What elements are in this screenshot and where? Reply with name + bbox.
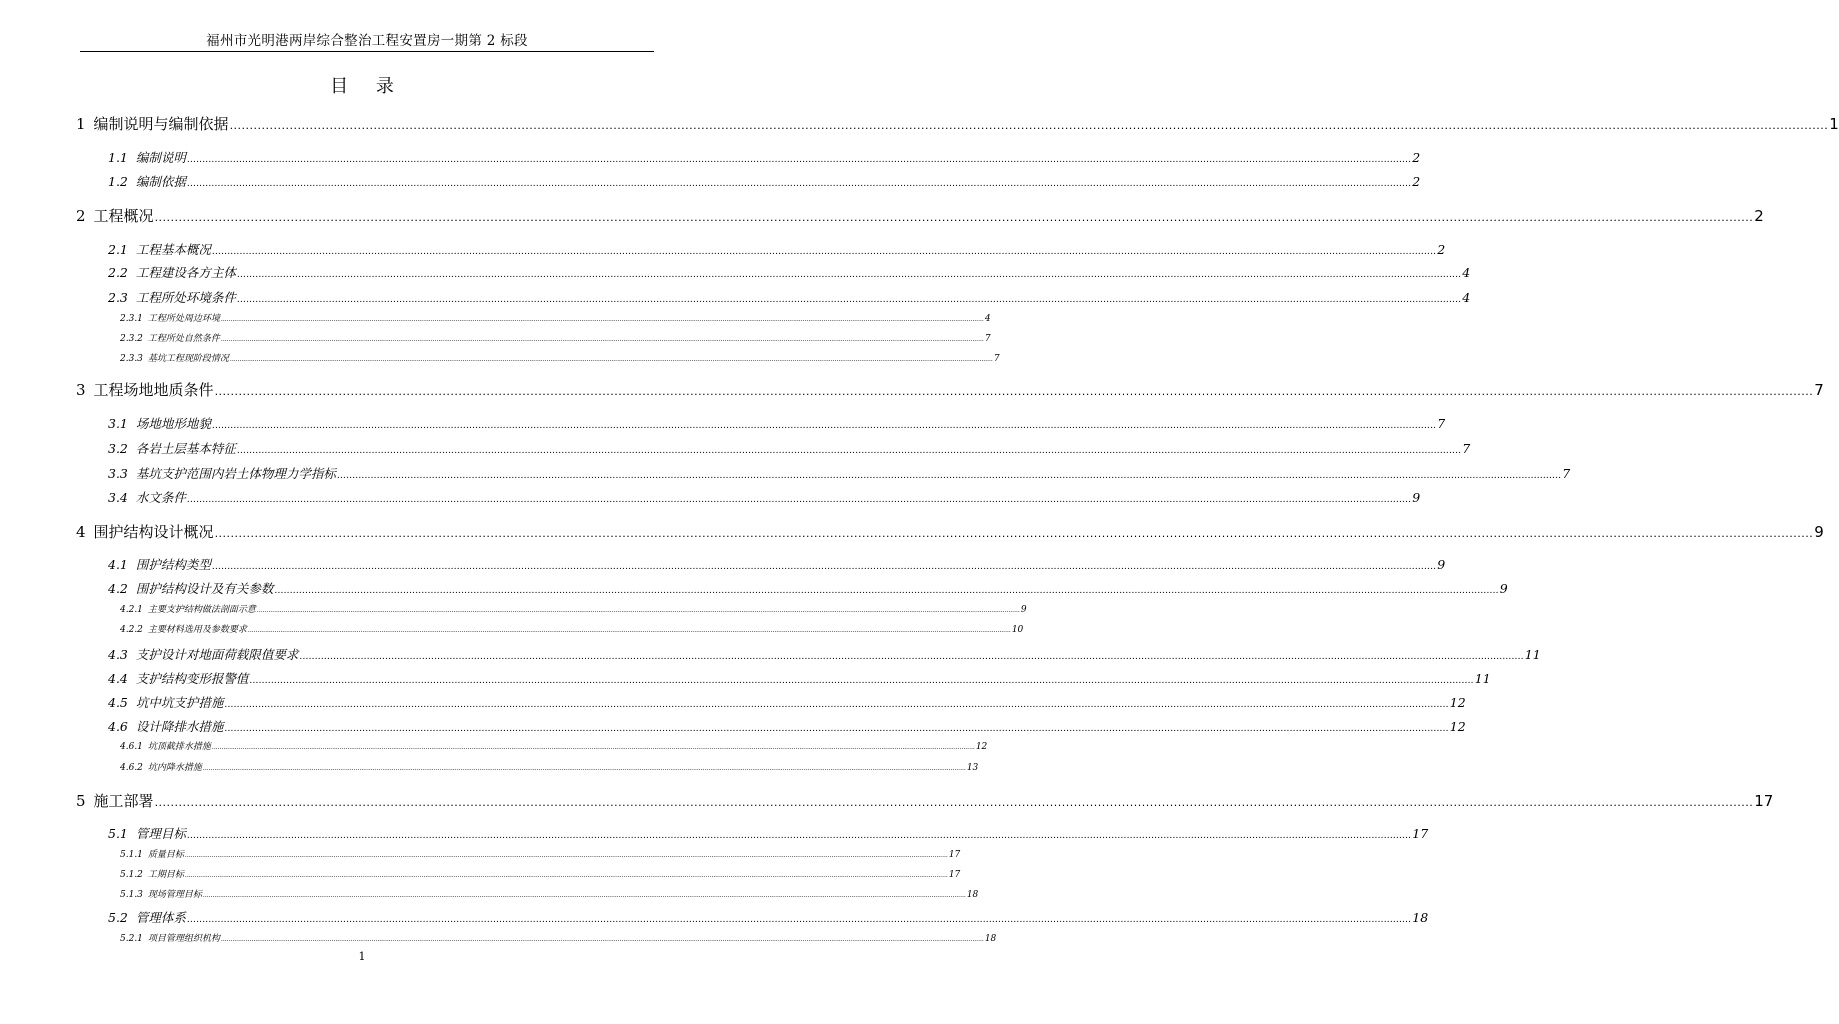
toc-entry-page: 1	[1829, 115, 1839, 133]
toc-entry-number: 4.6.2	[120, 763, 143, 773]
toc-entry-level-2[interactable]	[108, 150, 1421, 168]
page-number: 1	[358, 950, 366, 963]
toc-entry-label	[76, 115, 229, 133]
toc-entry-number: 3.3	[108, 466, 128, 481]
toc-entry-text: 编制说明与编制依据	[93, 115, 229, 133]
toc-entry-text: 工期目标	[147, 870, 184, 880]
toc-entry-level-2[interactable]	[108, 265, 1471, 283]
toc-entry-text: 项目管理组织机构	[147, 934, 220, 944]
toc-dot-leader: ................................................................................................................................................................................................................................................................................................................................................................................................................	[202, 765, 966, 772]
toc-entry-page: 2	[1412, 150, 1421, 165]
toc-entry-text: 坑内降水措施	[147, 763, 202, 773]
toc-entry-label	[108, 150, 186, 165]
toc-entry-page: 18	[984, 934, 997, 944]
header-rule	[80, 51, 654, 52]
toc-dot-leader: ................................................................................................................................................................................................................................................................................................................................................................................................................	[274, 586, 1499, 596]
toc-entry-level-2[interactable]	[108, 695, 1466, 713]
toc-entry-level-1[interactable]	[76, 115, 1839, 135]
toc-entry-page: 9	[1814, 523, 1824, 541]
toc-entry-number: 4.2.2	[120, 625, 143, 635]
toc-title-char-2: 录	[375, 76, 394, 97]
toc-entry-text: 工程概况	[93, 207, 154, 225]
toc-entry-page: 17	[948, 850, 961, 860]
toc-dot-leader: ................................................................................................................................................................................................................................................................................................................................................................................................................	[256, 607, 1020, 614]
toc-entry-level-2[interactable]	[108, 910, 1429, 928]
toc-entry-level-2[interactable]	[108, 719, 1466, 737]
toc-dot-leader: ................................................................................................................................................................................................................................................................................................................................................................................................................	[154, 211, 1754, 224]
toc-entry-text: 主要支护结构做法剖面示意	[147, 605, 256, 615]
toc-entry-level-2[interactable]	[108, 581, 1508, 599]
toc-entry-text: 围护结构设计概况	[93, 523, 214, 541]
toc-dot-leader: ................................................................................................................................................................................................................................................................................................................................................................................................................	[211, 247, 1437, 257]
toc-dot-leader: ................................................................................................................................................................................................................................................................................................................................................................................................................	[236, 446, 1462, 456]
toc-entry-text: 围护结构设计及有关参数	[135, 581, 274, 596]
toc-entry-number: 5.2.1	[120, 934, 143, 944]
toc-entry-level-2[interactable]	[108, 557, 1446, 575]
toc-entry-level-3[interactable]	[120, 870, 961, 881]
toc-entry-text: 水文条件	[135, 490, 186, 505]
toc-entry-text: 现场管理目标	[147, 890, 202, 900]
toc-entry-label	[120, 890, 202, 901]
toc-entry-number: 2.3.2	[120, 334, 143, 344]
toc-dot-leader: ................................................................................................................................................................................................................................................................................................................................................................................................................	[202, 892, 966, 899]
toc-entry-level-2[interactable]	[108, 416, 1446, 434]
running-header: 福州市光明港两岸综合整治工程安置房一期第 2 标段	[206, 33, 528, 49]
toc-entry-label	[108, 671, 248, 686]
toc-entry-label	[120, 625, 247, 636]
toc-entry-level-2[interactable]	[108, 441, 1471, 459]
toc-entry-label	[108, 826, 186, 841]
toc-dot-leader: ................................................................................................................................................................................................................................................................................................................................................................................................................	[211, 421, 1437, 431]
toc-entry-level-3[interactable]	[120, 742, 988, 753]
toc-dot-leader: ................................................................................................................................................................................................................................................................................................................................................................................................................	[186, 155, 1412, 165]
toc-entry-level-3[interactable]	[120, 314, 991, 325]
toc-dot-leader: ................................................................................................................................................................................................................................................................................................................................................................................................................	[247, 627, 1011, 634]
toc-entry-label	[108, 490, 186, 505]
toc-dot-leader: ................................................................................................................................................................................................................................................................................................................................................................................................................	[229, 119, 1829, 132]
toc-entry-page: 17	[1412, 826, 1429, 841]
toc-entry-text: 支护结构变形报警值	[135, 671, 249, 686]
toc-dot-leader: ................................................................................................................................................................................................................................................................................................................................................................................................................	[249, 676, 1474, 686]
toc-entry-level-3[interactable]	[120, 354, 1000, 365]
toc-entry-label	[76, 381, 214, 399]
toc-entry-level-2[interactable]	[108, 290, 1471, 308]
toc-entry-number: 2.1	[108, 242, 128, 257]
toc-entry-text: 管理体系	[135, 910, 186, 925]
toc-entry-number: 4.5	[108, 695, 128, 710]
toc-entry-page: 9	[1499, 581, 1508, 596]
toc-entry-level-3[interactable]	[120, 890, 979, 901]
toc-entry-number: 1.2	[108, 174, 128, 189]
toc-entry-level-3[interactable]	[120, 605, 1027, 616]
toc-entry-page: 4	[1462, 290, 1471, 305]
toc-entry-page: 2	[1412, 174, 1421, 189]
toc-entry-page: 7	[984, 334, 991, 344]
toc-entry-level-1[interactable]	[76, 381, 1824, 401]
toc-entry-label	[108, 695, 223, 710]
toc-dot-leader: ................................................................................................................................................................................................................................................................................................................................................................................................................	[184, 872, 948, 879]
toc-entry-number: 2.3	[108, 290, 128, 305]
toc-entry-text: 各岩土层基本特征	[135, 441, 236, 456]
toc-entry-label	[120, 314, 220, 325]
toc-entry-number: 5.2	[108, 910, 128, 925]
toc-entry-level-3[interactable]	[120, 850, 961, 861]
toc-entry-number: 4.1	[108, 557, 128, 572]
toc-entry-label	[76, 792, 154, 810]
toc-entry-page: 17	[948, 870, 961, 880]
toc-dot-leader: ................................................................................................................................................................................................................................................................................................................................................................................................................	[154, 796, 1754, 809]
toc-dot-leader: ................................................................................................................................................................................................................................................................................................................................................................................................................	[211, 562, 1437, 572]
toc-entry-label	[108, 174, 186, 189]
toc-entry-label	[120, 354, 229, 365]
toc-dot-leader: ................................................................................................................................................................................................................................................................................................................................................................................................................	[236, 295, 1462, 305]
toc-entry-number: 1.1	[108, 150, 128, 165]
toc-entry-level-2[interactable]	[108, 826, 1429, 844]
toc-entry-page: 11	[1524, 647, 1541, 662]
toc-entry-label	[108, 719, 223, 734]
toc-entry-number: 3.4	[108, 490, 128, 505]
toc-entry-level-3[interactable]	[120, 934, 997, 945]
toc-entry-label	[108, 265, 236, 280]
toc-entry-page: 13	[966, 763, 979, 773]
toc-entry-number: 4.3	[108, 647, 128, 662]
toc-entry-level-3[interactable]	[120, 334, 991, 345]
toc-entry-number: 3.1	[108, 416, 128, 431]
toc-dot-leader: ................................................................................................................................................................................................................................................................................................................................................................................................................	[224, 724, 1449, 734]
toc-entry-label	[108, 466, 336, 481]
toc-entry-label	[120, 742, 211, 753]
toc-entry-level-3[interactable]	[120, 625, 1024, 636]
toc-entry-text: 支护设计对地面荷载限值要求	[135, 647, 299, 662]
toc-entry-text: 设计降排水措施	[135, 719, 224, 734]
toc-entry-page: 7	[1562, 466, 1571, 481]
toc-entry-text: 工程所处自然条件	[147, 334, 220, 344]
toc-entry-page: 11	[1474, 671, 1491, 686]
toc-entry-text: 工程建设各方主体	[135, 265, 236, 280]
toc-entry-page: 18	[1412, 910, 1429, 925]
toc-dot-leader: ................................................................................................................................................................................................................................................................................................................................................................................................................	[211, 744, 975, 751]
toc-entry-label	[108, 242, 211, 257]
toc-entry-page: 9	[1437, 557, 1446, 572]
toc-entry-label	[120, 763, 202, 774]
toc-dot-leader: ................................................................................................................................................................................................................................................................................................................................................................................................................	[214, 527, 1814, 540]
toc-entry-label	[120, 605, 256, 616]
toc-entry-number: 2.3.1	[120, 314, 143, 324]
toc-dot-leader: ................................................................................................................................................................................................................................................................................................................................................................................................................	[220, 336, 984, 343]
toc-entry-text: 管理目标	[135, 826, 186, 841]
toc-entry-number: 5.1.2	[120, 870, 143, 880]
toc-entry-label	[108, 416, 211, 431]
toc-entry-number: 4.2.1	[120, 605, 143, 615]
toc-entry-text: 主要材料选用及参数要求	[147, 625, 247, 635]
toc-entry-number: 4.6	[108, 719, 128, 734]
toc-entry-level-2[interactable]	[108, 174, 1421, 192]
toc-dot-leader: ................................................................................................................................................................................................................................................................................................................................................................................................................	[236, 270, 1462, 280]
toc-entry-text: 编制依据	[135, 174, 186, 189]
toc-entry-page: 7	[993, 354, 1000, 364]
toc-entry-level-2[interactable]	[108, 490, 1421, 508]
toc-entry-label	[108, 441, 236, 456]
toc-entry-page: 17	[1754, 792, 1774, 810]
toc-entry-text: 工程所处环境条件	[135, 290, 236, 305]
toc-dot-leader: ................................................................................................................................................................................................................................................................................................................................................................................................................	[229, 356, 993, 363]
toc-entry-number: 4.2	[108, 581, 128, 596]
toc-entry-level-2[interactable]	[108, 466, 1571, 484]
toc-entry-number: 4.4	[108, 671, 128, 686]
toc-entry-page: 7	[1462, 441, 1471, 456]
toc-entry-number: 4.6.1	[120, 742, 143, 752]
toc-entry-text: 围护结构类型	[135, 557, 211, 572]
toc-entry-text: 场地地形地貌	[135, 416, 211, 431]
toc-entry-level-2[interactable]	[108, 671, 1491, 689]
toc-entry-number: 5.1	[108, 826, 128, 841]
toc-entry-page: 10	[1011, 625, 1024, 635]
toc-title-char-1: 目	[330, 76, 349, 97]
toc-entry-text: 质量目标	[147, 850, 184, 860]
toc-entry-level-3[interactable]	[120, 763, 979, 774]
toc-entry-number: 2	[76, 207, 86, 225]
toc-entry-text: 工程基本概况	[135, 242, 211, 257]
toc-entry-page: 2	[1437, 242, 1446, 257]
toc-entry-number: 4	[76, 523, 86, 541]
toc-entry-number: 5	[76, 792, 86, 810]
toc-entry-level-1[interactable]	[76, 792, 1774, 812]
toc-entry-number: 3	[76, 381, 86, 399]
toc-entry-text: 编制说明	[135, 150, 186, 165]
toc-entry-page: 7	[1437, 416, 1446, 431]
toc-entry-text: 坑顶截排水措施	[147, 742, 211, 752]
toc-entry-text: 基坑支护范围内岩土体物理力学指标	[135, 466, 336, 481]
toc-entry-label	[120, 934, 220, 945]
toc-entry-level-2[interactable]	[108, 242, 1446, 260]
toc-dot-leader: ................................................................................................................................................................................................................................................................................................................................................................................................................	[186, 831, 1412, 841]
toc-entry-level-1[interactable]	[76, 207, 1764, 227]
toc-entry-page: 9	[1020, 605, 1027, 615]
toc-entry-page: 7	[1814, 381, 1824, 399]
toc-entry-label	[120, 870, 184, 881]
toc-entry-number: 2.2	[108, 265, 128, 280]
toc-entry-page: 12	[975, 742, 988, 752]
toc-entry-number: 5.1.3	[120, 890, 143, 900]
toc-entry-text: 基坑工程现阶段情况	[147, 354, 229, 364]
toc-entry-text: 坑中坑支护措施	[135, 695, 224, 710]
toc-dot-leader: ................................................................................................................................................................................................................................................................................................................................................................................................................	[224, 700, 1449, 710]
toc-entry-text: 施工部署	[93, 792, 154, 810]
toc-entry-label	[108, 557, 211, 572]
toc-dot-leader: ................................................................................................................................................................................................................................................................................................................................................................................................................	[220, 936, 984, 943]
toc-entry-level-2[interactable]	[108, 647, 1541, 665]
toc-entry-page: 4	[1462, 265, 1471, 280]
toc-entry-label	[108, 910, 186, 925]
toc-entry-page: 4	[984, 314, 991, 324]
toc-dot-leader: ................................................................................................................................................................................................................................................................................................................................................................................................................	[336, 471, 1562, 481]
toc-dot-leader: ................................................................................................................................................................................................................................................................................................................................................................................................................	[214, 385, 1814, 398]
toc-entry-label	[120, 334, 220, 345]
toc-dot-leader: ................................................................................................................................................................................................................................................................................................................................................................................................................	[186, 179, 1412, 189]
toc-dot-leader: ................................................................................................................................................................................................................................................................................................................................................................................................................	[186, 915, 1412, 925]
toc-dot-leader: ................................................................................................................................................................................................................................................................................................................................................................................................................	[299, 652, 1524, 662]
toc-entry-page: 9	[1412, 490, 1421, 505]
toc-entry-label	[120, 850, 184, 861]
toc-entry-label	[108, 290, 236, 305]
toc-entry-number: 1	[76, 115, 86, 133]
toc-entry-level-1[interactable]	[76, 523, 1824, 543]
toc-entry-page: 12	[1449, 719, 1466, 734]
toc-entry-page: 2	[1754, 207, 1764, 225]
toc-entry-number: 2.3.3	[120, 354, 143, 364]
toc-entry-number: 5.1.1	[120, 850, 143, 860]
toc-title	[0, 76, 724, 98]
toc-entry-label	[76, 523, 214, 541]
toc-entry-page: 12	[1449, 695, 1466, 710]
toc-entry-number: 3.2	[108, 441, 128, 456]
toc-entry-text: 工程所处周边环境	[147, 314, 220, 324]
toc-dot-leader: ................................................................................................................................................................................................................................................................................................................................................................................................................	[184, 852, 948, 859]
toc-dot-leader: ................................................................................................................................................................................................................................................................................................................................................................................................................	[186, 495, 1412, 505]
toc-entry-label	[76, 207, 154, 225]
toc-entry-text: 工程场地地质条件	[93, 381, 214, 399]
toc-dot-leader: ................................................................................................................................................................................................................................................................................................................................................................................................................	[220, 316, 984, 323]
toc-entry-label	[108, 647, 298, 662]
toc-entry-label	[108, 581, 273, 596]
toc-entry-page: 18	[966, 890, 979, 900]
